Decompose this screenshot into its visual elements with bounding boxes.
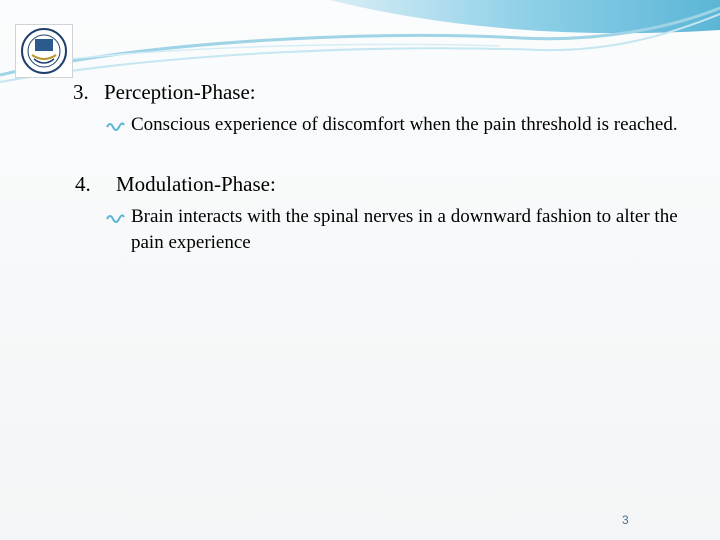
page-number: 3 [622,513,629,527]
item-number: 4. [75,172,91,196]
list-item-perception [73,80,256,104]
item-title: Perception-Phase [104,80,250,104]
item-title: Modulation-Phase [116,172,270,196]
bullet-perception [131,112,696,138]
header-swoosh-decoration [0,0,720,90]
item-colon: : [269,172,276,196]
item-colon: : [249,80,256,104]
bullet-text: Conscious experience of discomfort when the pain threshold is reached. [131,114,678,135]
list-item-modulation [75,172,276,196]
bullet-text: Brain interacts with the spinal nerves in a downward fashion to alter the pain experience [131,206,678,253]
item-number: 3. [73,80,89,104]
bullet-modulation [131,204,696,256]
university-logo [15,24,73,78]
wavy-bullet-icon [105,112,125,138]
wavy-bullet-icon [105,204,125,230]
